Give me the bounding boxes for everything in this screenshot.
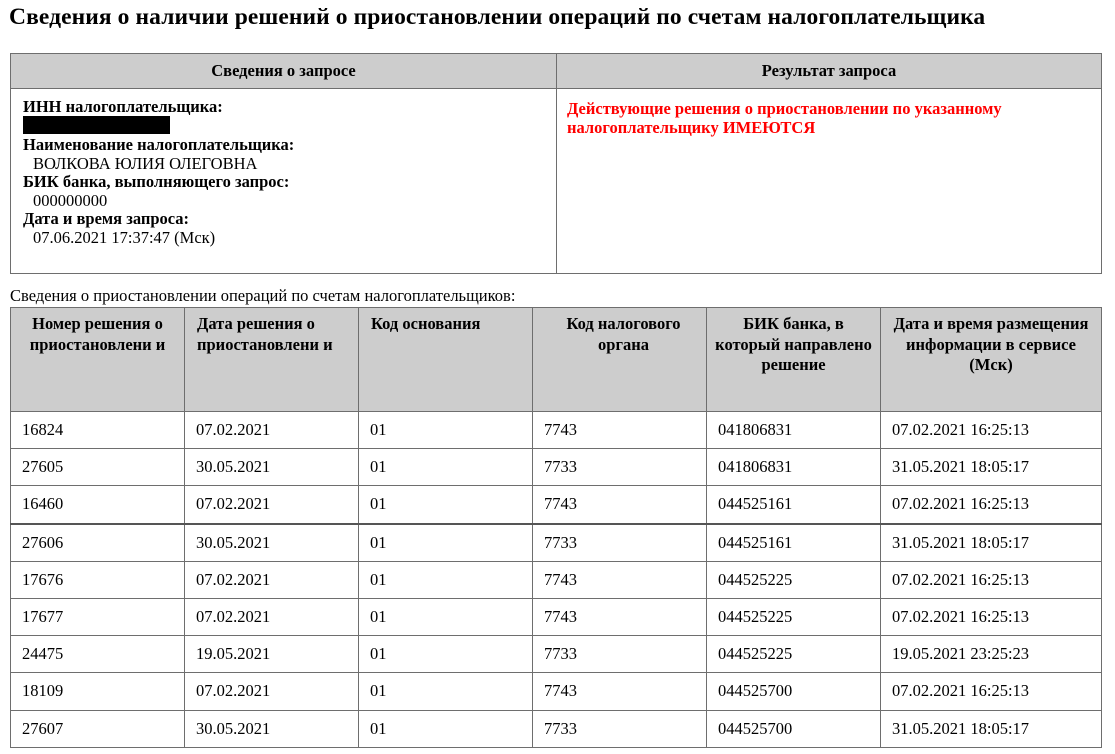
reason-code-cell: 01: [359, 598, 533, 635]
bank-bik-cell: 044525161: [707, 524, 881, 562]
decisions-caption: Сведения о приостановлении операций по счетам налогоплательщиков:: [10, 286, 516, 305]
tax-authority-code-cell: 7743: [533, 561, 707, 598]
reason-code-cell: 01: [359, 524, 533, 562]
column-header-reason-code: Код основания: [359, 308, 533, 412]
tax-authority-code-cell: 7743: [533, 486, 707, 524]
decision-number-cell: 16460: [11, 486, 185, 524]
table-row: [11, 561, 1102, 598]
publish-datetime-cell: 31.05.2021 18:05:17: [881, 449, 1102, 486]
decision-date-cell: 07.02.2021: [185, 598, 359, 635]
publish-datetime-cell: 07.02.2021 16:25:13: [881, 561, 1102, 598]
decision-date-cell: 07.02.2021: [185, 673, 359, 710]
tax-authority-code-cell: 7733: [533, 449, 707, 486]
bank-bik-cell: 044525700: [707, 710, 881, 747]
decision-number-cell: 24475: [11, 636, 185, 673]
decision-date-cell: 19.05.2021: [185, 636, 359, 673]
bank-bik-cell: 044525225: [707, 598, 881, 635]
request-info-header: Сведения о запросе: [11, 54, 557, 89]
request-datetime-value: 07.06.2021 17:37:47 (Мск): [33, 228, 216, 247]
tax-authority-code-cell: 7743: [533, 673, 707, 710]
publish-datetime-cell: 07.02.2021 16:25:13: [881, 598, 1102, 635]
column-header-bank-bik: БИК банка, в который направлено решение: [707, 308, 881, 412]
decision-number-cell: 27606: [11, 524, 185, 562]
column-header-tax-authority-code: Код налогового органа: [533, 308, 707, 412]
decision-date-cell: 07.02.2021: [185, 486, 359, 524]
decision-number-cell: 17677: [11, 598, 185, 635]
publish-datetime-cell: 31.05.2021 18:05:17: [881, 524, 1102, 562]
table-row: [11, 710, 1102, 747]
decision-number-cell: 27605: [11, 449, 185, 486]
tax-authority-code-cell: 7743: [533, 598, 707, 635]
request-result-header: Результат запроса: [557, 54, 1102, 89]
decision-number-cell: 18109: [11, 673, 185, 710]
publish-datetime-cell: 31.05.2021 18:05:17: [881, 710, 1102, 747]
bank-bik-cell: 044525225: [707, 636, 881, 673]
table-row: [11, 524, 1102, 562]
decision-date-cell: 30.05.2021: [185, 449, 359, 486]
table-row: [11, 412, 1102, 449]
table-row: [11, 673, 1102, 710]
decision-number-cell: 16824: [11, 412, 185, 449]
reason-code-cell: 01: [359, 710, 533, 747]
bank-bik-label: БИК банка, выполняющего запрос:: [23, 172, 290, 191]
bank-bik-cell: 041806831: [707, 412, 881, 449]
publish-datetime-cell: 07.02.2021 16:25:13: [881, 486, 1102, 524]
bank-bik-cell: 044525225: [707, 561, 881, 598]
reason-code-cell: 01: [359, 486, 533, 524]
reason-code-cell: 01: [359, 636, 533, 673]
table-row: [11, 449, 1102, 486]
decision-number-cell: 27607: [11, 710, 185, 747]
tax-authority-code-cell: 7733: [533, 524, 707, 562]
column-header-decision-date: Дата решения о приостановлени и: [185, 308, 359, 412]
taxpayer-name-label: Наименование налогоплательщика:: [23, 135, 295, 154]
reason-code-cell: 01: [359, 561, 533, 598]
table-row: [11, 486, 1102, 524]
decisions-table: [10, 307, 1102, 748]
decision-number-cell: 17676: [11, 561, 185, 598]
bank-bik-cell: 041806831: [707, 449, 881, 486]
decision-date-cell: 07.02.2021: [185, 561, 359, 598]
bank-bik-cell: 044525161: [707, 486, 881, 524]
tax-authority-code-cell: 7733: [533, 636, 707, 673]
bank-bik-value: 000000000: [33, 191, 108, 210]
taxpayer-name-value: ВОЛКОВА ЮЛИЯ ОЛЕГОВНА: [33, 154, 258, 173]
decision-date-cell: 07.02.2021: [185, 412, 359, 449]
request-info-cell: [11, 89, 557, 274]
reason-code-cell: 01: [359, 412, 533, 449]
page-title: Сведения о наличии решений о приостановлении операций по счетам налогоплательщика: [9, 4, 986, 30]
inn-redacted-value: [23, 116, 170, 134]
publish-datetime-cell: 07.02.2021 16:25:13: [881, 412, 1102, 449]
reason-code-cell: 01: [359, 673, 533, 710]
column-header-decision-number: Номер решения о приостановлени и: [11, 308, 185, 412]
reason-code-cell: 01: [359, 449, 533, 486]
decision-date-cell: 30.05.2021: [185, 710, 359, 747]
request-result-cell: [557, 89, 1102, 274]
column-header-publish-datetime: Дата и время размещения информации в сервисе (Мск): [881, 308, 1102, 412]
request-result-text: Действующие решения о приостановлении по указанному налогоплательщику ИМЕЮТСЯ: [567, 99, 1002, 137]
tax-authority-code-cell: 7743: [533, 412, 707, 449]
table-row: [11, 636, 1102, 673]
publish-datetime-cell: 19.05.2021 23:25:23: [881, 636, 1102, 673]
table-row: [11, 598, 1102, 635]
bank-bik-cell: 044525700: [707, 673, 881, 710]
request-datetime-label: Дата и время запроса:: [23, 209, 190, 228]
request-info-table: [10, 53, 1102, 274]
decision-date-cell: 30.05.2021: [185, 524, 359, 562]
inn-label: ИНН налогоплательщика:: [23, 97, 223, 116]
publish-datetime-cell: 07.02.2021 16:25:13: [881, 673, 1102, 710]
tax-authority-code-cell: 7733: [533, 710, 707, 747]
